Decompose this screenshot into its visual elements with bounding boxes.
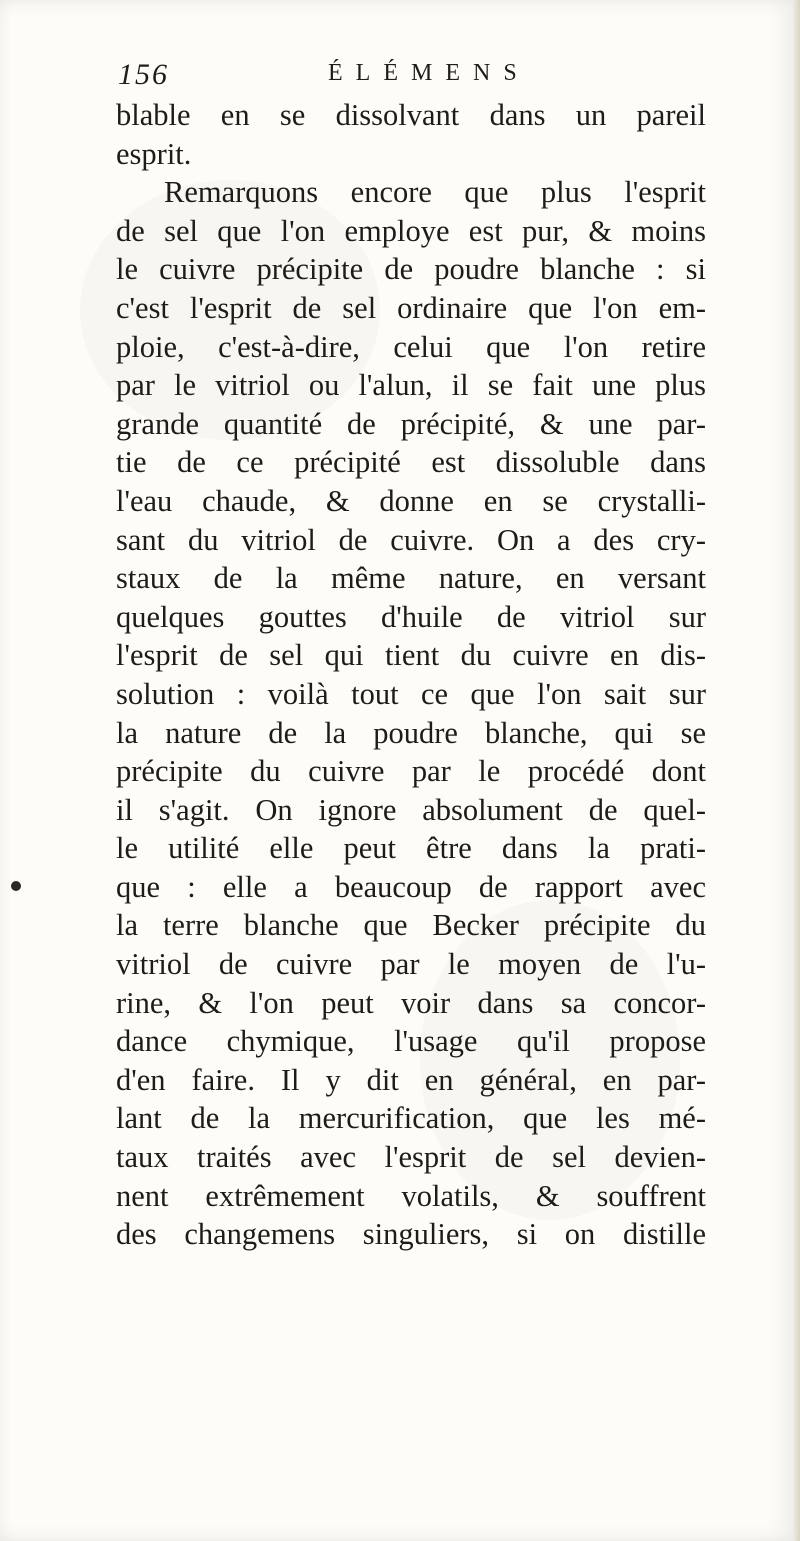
body-text	[116, 96, 706, 1254]
text-line: c'est l'esprit de sel ordinaire que l'on em-	[116, 290, 706, 325]
text-line: d'en faire. Il y dit en général, en par-	[116, 1062, 706, 1097]
running-title: ÉLÉMENS	[328, 60, 530, 86]
text-line: quelques gouttes d'huile de vitriol sur	[116, 599, 706, 634]
text-line: blable en se dissolvant dans un pareil	[116, 98, 706, 132]
ink-dot	[11, 881, 21, 891]
text-line: précipite du cuivre par le procédé dont	[116, 754, 706, 789]
text-line: par le vitriol ou l'alun, il se fait une plus	[116, 368, 706, 403]
text-line: des changemens singuliers, si on distille	[116, 1217, 706, 1252]
paragraph-first-line: Remarquons encore que plus l'esprit	[164, 175, 706, 210]
page-edge	[793, 0, 800, 1541]
text-line: que : elle a beaucoup de rapport avec	[116, 869, 706, 904]
text-line: de sel que l'on employe est pur, & moins	[116, 213, 706, 248]
page-number: 156	[118, 58, 169, 91]
text-line: grande quantité de précipité, & une par-	[116, 406, 706, 441]
text-line: staux de la même nature, en versant	[116, 561, 706, 596]
text-line: esprit.	[116, 136, 192, 171]
text-line: il s'agit. On ignore absolument de quel-	[116, 792, 706, 827]
text-line: vitriol de cuivre par le moyen de l'u-	[116, 947, 706, 982]
text-line: sant du vitriol de cuivre. On a des cry-	[116, 522, 706, 557]
text-line: rine, & l'on peut voir dans sa concor-	[116, 985, 706, 1020]
running-head	[118, 58, 678, 98]
text-line: solution : voilà tout ce que l'on sait sur	[116, 676, 706, 711]
text-line: la nature de la poudre blanche, qui se	[116, 715, 706, 750]
text-line: la terre blanche que Becker précipite du	[116, 908, 706, 943]
text-line: l'eau chaude, & donne en se crystalli-	[116, 483, 706, 518]
text-line: ploie, c'est-à-dire, celui que l'on retire	[116, 329, 706, 364]
text-line: nent extrêmement volatils, & souffrent	[116, 1178, 706, 1213]
text-line: dance chymique, l'usage qu'il propose	[116, 1024, 706, 1059]
text-line: le cuivre précipite de poudre blanche : si	[116, 252, 706, 287]
text-line: taux traités avec l'esprit de sel devien-	[116, 1140, 706, 1175]
text-line: tie de ce précipité est dissoluble dans	[116, 445, 706, 480]
text-line: lant de la mercurification, que les mé-	[116, 1101, 706, 1136]
text-line: l'esprit de sel qui tient du cuivre en dis-	[116, 638, 706, 673]
text-line: le utilité elle peut être dans la prati-	[116, 831, 706, 866]
